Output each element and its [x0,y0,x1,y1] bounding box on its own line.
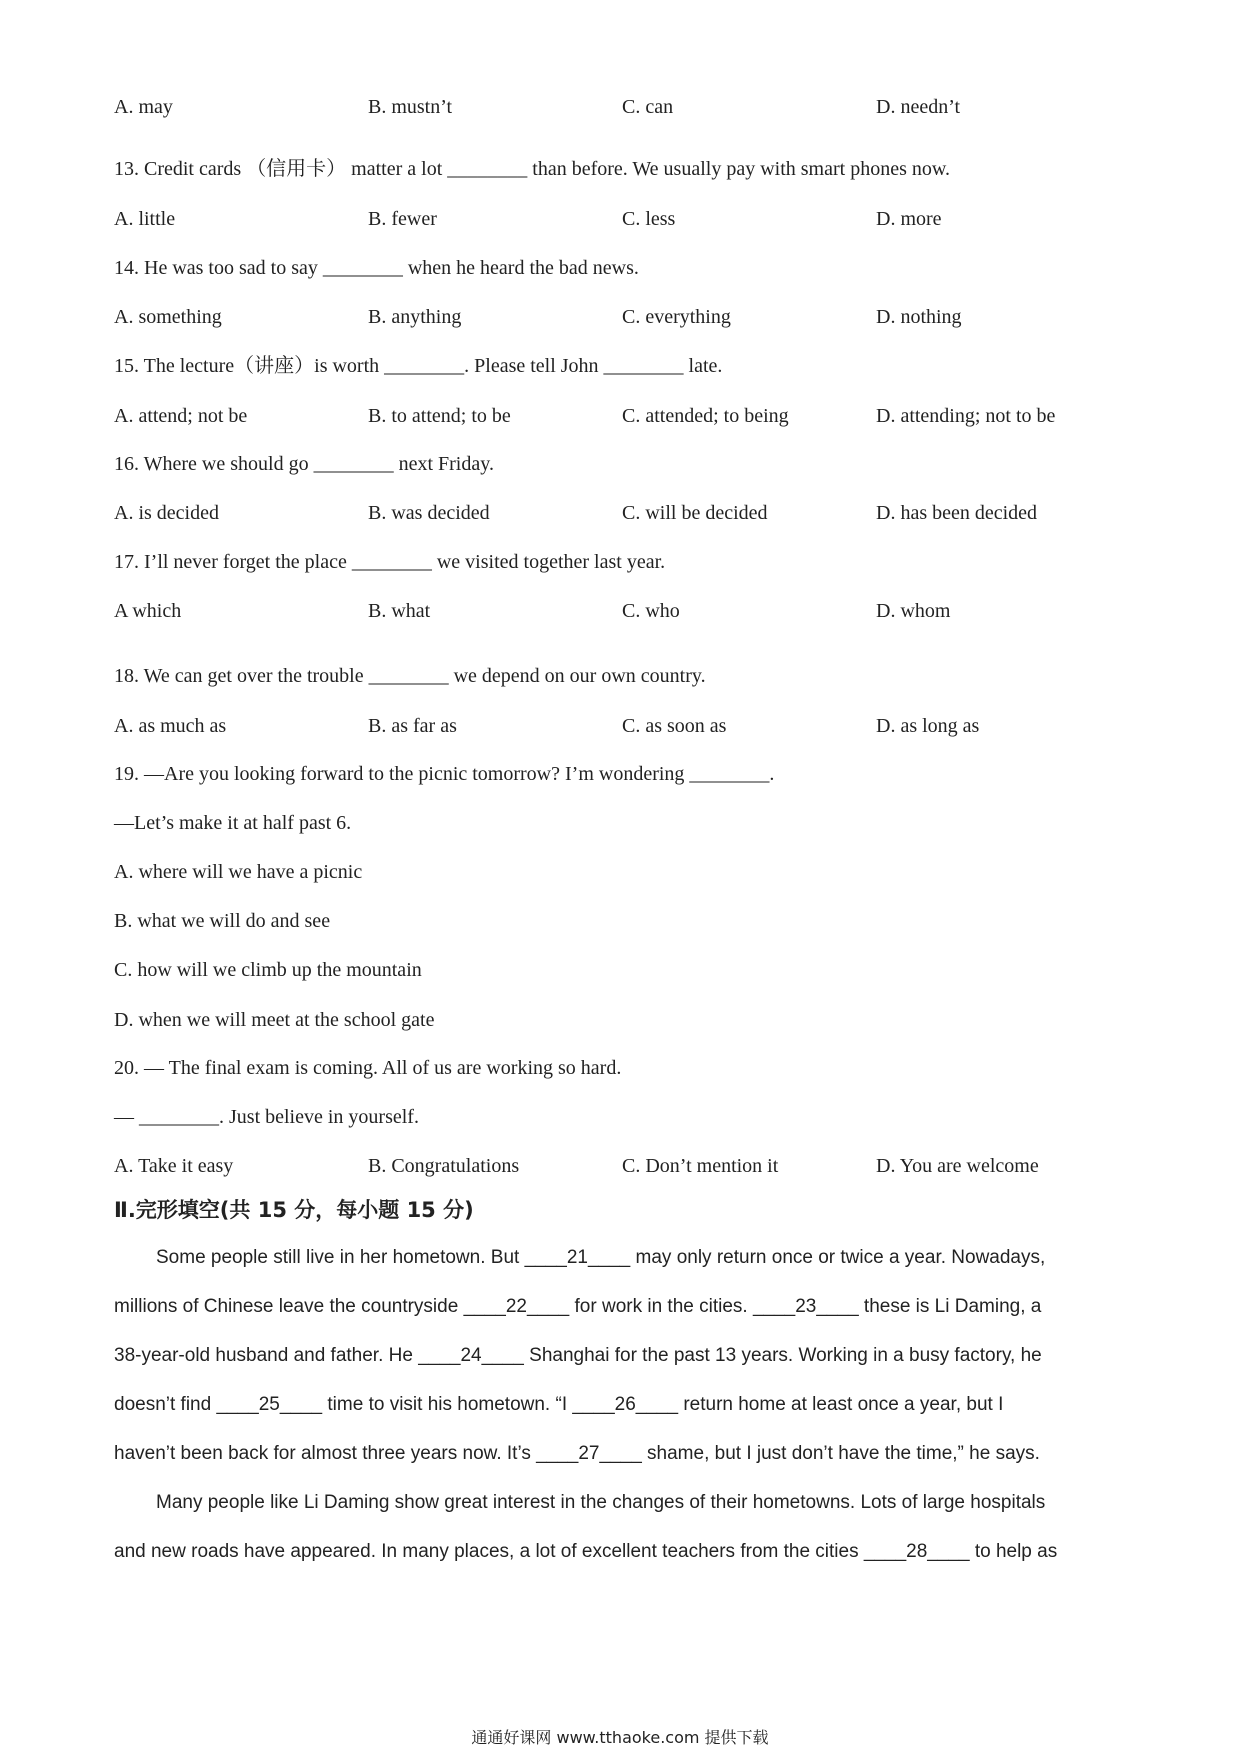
q16-stem: 16. Where we should go ________ next Friday. [114,453,494,475]
passage-line-1: Some people still live in her hometown. But ____21____ may only return once or twice a year. Nowadays, [156,1247,1046,1268]
q18-option-d: D. as long as [876,715,980,737]
q16-options [114,500,1124,526]
q17-stem: 17. I’ll never forget the place ________ we visited together last year. [114,551,666,573]
q20-options [114,1153,1124,1179]
q18-option-c: C. as soon as [622,715,727,737]
q14-option-c: C. everything [622,306,731,328]
passage-line-6: Many people like Li Daming show great interest in the changes of their hometowns. Lots of large hospitals [156,1492,1046,1513]
q17-option-d: D. whom [876,600,951,622]
q14-option-b: B. anything [368,306,462,328]
q20-option-d: D. You are welcome [876,1155,1039,1177]
passage-line-2: millions of Chinese leave the countryside ____22____ for work in the cities. ____23____ these is Li Daming, a [114,1296,1042,1317]
q14-option-a: A. something [114,306,222,328]
q19-option-d: D. when we will meet at the school gate [114,1009,435,1031]
q20-option-c: C. Don’t mention it [622,1155,779,1177]
q18-stem: 18. We can get over the trouble ________ we depend on our own country. [114,665,706,687]
q19-option-c: C. how will we climb up the mountain [114,959,422,981]
q13-option-b: B. fewer [368,208,437,230]
q18-options [114,713,1124,739]
q16-option-c: C. will be decided [622,502,768,524]
q16-option-d: D. has been decided [876,502,1038,524]
q17-option-c: C. who [622,600,680,622]
q20-stem: 20. — The final exam is coming. All of us are working so hard. [114,1057,622,1079]
q18-option-b: B. as far as [368,715,457,737]
q12-option-c: C. can [622,96,674,118]
q20-option-b: B. Congratulations [368,1155,520,1177]
q19-option-a: A. where will we have a picnic [114,861,363,883]
q15-option-a: A. attend; not be [114,405,248,427]
q13-options [114,206,1124,232]
q15-options [114,403,1124,429]
q14-stem: 14. He was too sad to say ________ when he heard the bad news. [114,257,639,279]
q15-stem: 15. The lecture（讲座）is worth ________. Please tell John ________ late. [114,355,723,377]
passage-line-5: haven’t been back for almost three years now. It’s ____27____ shame, but I just don’t have the time,” he says. [114,1443,1040,1464]
q19-option-b: B. what we will do and see [114,910,331,932]
q13-stem: 13. Credit cards （信用卡） matter a lot ________ than before. We usually pay with smart phones now. [114,158,951,180]
q19-stem: 19. —Are you looking forward to the picnic tomorrow? I’m wondering ________. [114,763,775,785]
q17-option-b: B. what [368,600,431,622]
passage-line-4: doesn’t find ____25____ time to visit his hometown. “I ____26____ return home at least once a year, but I [114,1394,1004,1415]
q12-option-b: B. mustn’t [368,96,453,118]
page-footer: 通通好课网 www.tthaoke.com 提供下载 [471,1728,769,1747]
q19-reply: —Let’s make it at half past 6. [114,812,352,834]
q13-option-d: D. more [876,208,942,230]
q15-option-d: D. attending; not to be [876,405,1056,427]
q13-option-c: C. less [622,208,676,230]
q12-option-a: A. may [114,96,173,118]
q14-options [114,304,1124,330]
q15-option-b: B. to attend; to be [368,405,511,427]
q13-option-a: A. little [114,208,176,230]
q14-option-d: D. nothing [876,306,962,328]
passage-line-7: and new roads have appeared. In many places, a lot of excellent teachers from the cities ____28____ to help as [114,1541,1058,1562]
q12-options [114,94,1124,120]
q15-option-c: C. attended; to being [622,405,789,427]
q18-option-a: A. as much as [114,715,227,737]
q12-option-d: D. needn’t [876,96,961,118]
q20-reply: — ________. Just believe in yourself. [114,1106,419,1128]
passage-line-3: 38-year-old husband and father. He ____24____ Shanghai for the past 13 years. Working in a busy factory, he [114,1345,1042,1366]
q16-option-b: B. was decided [368,502,490,524]
section-title: Ⅱ.完形填空(共 15 分，每小题 15 分) [114,1198,474,1222]
q17-options [114,598,1124,624]
q20-option-a: A. Take it easy [114,1155,234,1177]
q16-option-a: A. is decided [114,502,219,524]
q17-option-a: A which [114,600,182,622]
